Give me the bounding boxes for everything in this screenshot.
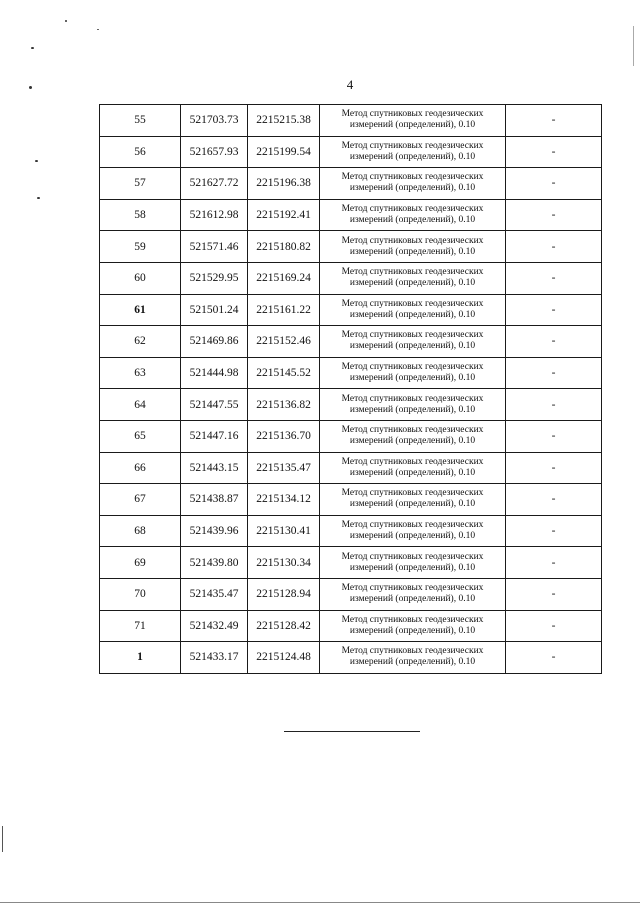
method-cell bbox=[320, 294, 506, 326]
method-line-1: Метод спутниковых геодезических bbox=[341, 425, 484, 436]
x-coordinate-cell: 521447.55 bbox=[181, 389, 248, 421]
y-coordinate-cell: 2215124.48 bbox=[248, 642, 320, 674]
method-cell bbox=[320, 199, 506, 231]
x-coordinate-cell: 521433.17 bbox=[181, 642, 248, 674]
table-row bbox=[100, 515, 602, 547]
y-coordinate-cell: 2215192.41 bbox=[248, 199, 320, 231]
dash-cell: - bbox=[506, 515, 602, 547]
table-row bbox=[100, 231, 602, 263]
table-row bbox=[100, 420, 602, 452]
point-number-cell: 60 bbox=[100, 262, 181, 294]
y-coordinate-cell: 2215136.82 bbox=[248, 389, 320, 421]
method-line-1: Метод спутниковых геодезических bbox=[341, 204, 484, 215]
method-line-1: Метод спутниковых геодезических bbox=[341, 551, 484, 562]
y-coordinate-cell: 2215161.22 bbox=[248, 294, 320, 326]
method-line-1: Метод спутниковых геодезических bbox=[341, 520, 484, 531]
dash-cell: - bbox=[506, 168, 602, 200]
point-number-cell: 70 bbox=[100, 578, 181, 610]
method-line-1: Метод спутниковых геодезических bbox=[341, 362, 484, 373]
point-number-cell: 56 bbox=[100, 136, 181, 168]
y-coordinate-cell: 2215128.94 bbox=[248, 578, 320, 610]
method-cell bbox=[320, 642, 506, 674]
method-cell bbox=[320, 136, 506, 168]
method-line-2: измерений (определений), 0.10 bbox=[349, 278, 476, 289]
x-coordinate-cell: 521469.86 bbox=[181, 326, 248, 358]
method-line-1: Метод спутниковых геодезических bbox=[341, 456, 484, 467]
dash-cell: - bbox=[506, 547, 602, 579]
x-coordinate-cell: 521529.95 bbox=[181, 262, 248, 294]
method-line-1: Метод спутниковых геодезических bbox=[341, 267, 484, 278]
x-coordinate-cell: 521432.49 bbox=[181, 610, 248, 642]
table-row bbox=[100, 294, 602, 326]
x-coordinate-cell: 521443.15 bbox=[181, 452, 248, 484]
method-line-1: Метод спутниковых геодезических bbox=[341, 235, 484, 246]
method-cell bbox=[320, 168, 506, 200]
x-coordinate-cell: 521447.16 bbox=[181, 420, 248, 452]
table-row bbox=[100, 136, 602, 168]
method-line-1: Метод спутниковых геодезических bbox=[341, 330, 484, 341]
method-line-2: измерений (определений), 0.10 bbox=[349, 309, 476, 320]
point-number-cell: 67 bbox=[100, 484, 181, 516]
y-coordinate-cell: 2215134.12 bbox=[248, 484, 320, 516]
y-coordinate-cell: 2215130.34 bbox=[248, 547, 320, 579]
method-cell bbox=[320, 357, 506, 389]
x-coordinate-cell: 521438.87 bbox=[181, 484, 248, 516]
method-cell bbox=[320, 578, 506, 610]
method-line-2: измерений (определений), 0.10 bbox=[349, 467, 476, 478]
table-row bbox=[100, 547, 602, 579]
point-number-cell: 59 bbox=[100, 231, 181, 263]
point-number-cell: 55 bbox=[100, 105, 181, 137]
method-line-2: измерений (определений), 0.10 bbox=[349, 531, 476, 542]
method-line-2: измерений (определений), 0.10 bbox=[349, 373, 476, 384]
y-coordinate-cell: 2215152.46 bbox=[248, 326, 320, 358]
table-row bbox=[100, 199, 602, 231]
y-coordinate-cell: 2215196.38 bbox=[248, 168, 320, 200]
method-line-1: Метод спутниковых геодезических bbox=[341, 646, 484, 657]
point-number-cell: 68 bbox=[100, 515, 181, 547]
table-row bbox=[100, 452, 602, 484]
method-line-2: измерений (определений), 0.10 bbox=[349, 499, 476, 510]
dash-cell: - bbox=[506, 389, 602, 421]
method-line-2: измерений (определений), 0.10 bbox=[349, 594, 476, 605]
method-cell bbox=[320, 484, 506, 516]
x-coordinate-cell: 521627.72 bbox=[181, 168, 248, 200]
point-number-cell: 69 bbox=[100, 547, 181, 579]
table-row bbox=[100, 578, 602, 610]
point-number-cell: 62 bbox=[100, 326, 181, 358]
table-row bbox=[100, 484, 602, 516]
scan-edge-mark bbox=[633, 26, 634, 66]
point-number-cell: 66 bbox=[100, 452, 181, 484]
method-line-1: Метод спутниковых геодезических bbox=[341, 488, 484, 499]
method-line-2: измерений (определений), 0.10 bbox=[349, 404, 476, 415]
dash-cell: - bbox=[506, 231, 602, 263]
table-row bbox=[100, 357, 602, 389]
y-coordinate-cell: 2215199.54 bbox=[248, 136, 320, 168]
point-number-cell: 63 bbox=[100, 357, 181, 389]
dash-cell: - bbox=[506, 610, 602, 642]
point-number-cell: 61 bbox=[100, 294, 181, 326]
method-cell bbox=[320, 105, 506, 137]
dash-cell: - bbox=[506, 578, 602, 610]
method-line-1: Метод спутниковых геодезических bbox=[341, 393, 484, 404]
method-cell bbox=[320, 547, 506, 579]
point-number-cell: 65 bbox=[100, 420, 181, 452]
point-number-cell: 71 bbox=[100, 610, 181, 642]
scan-speck bbox=[31, 47, 34, 49]
scan-speck bbox=[29, 86, 32, 89]
y-coordinate-cell: 2215169.24 bbox=[248, 262, 320, 294]
method-line-1: Метод спутниковых геодезических bbox=[341, 140, 484, 151]
x-coordinate-cell: 521439.80 bbox=[181, 547, 248, 579]
method-line-2: измерений (определений), 0.10 bbox=[349, 625, 476, 636]
method-line-2: измерений (определений), 0.10 bbox=[349, 657, 476, 668]
y-coordinate-cell: 2215215.38 bbox=[248, 105, 320, 137]
y-coordinate-cell: 2215180.82 bbox=[248, 231, 320, 263]
y-coordinate-cell: 2215145.52 bbox=[248, 357, 320, 389]
dash-cell: - bbox=[506, 136, 602, 168]
method-line-2: измерений (определений), 0.10 bbox=[349, 341, 476, 352]
scan-speck bbox=[35, 160, 38, 162]
x-coordinate-cell: 521444.98 bbox=[181, 357, 248, 389]
dash-cell: - bbox=[506, 199, 602, 231]
method-line-2: измерений (определений), 0.10 bbox=[349, 562, 476, 573]
scan-speck bbox=[37, 197, 40, 199]
y-coordinate-cell: 2215135.47 bbox=[248, 452, 320, 484]
method-cell bbox=[320, 262, 506, 294]
page-number: 4 bbox=[346, 77, 354, 92]
method-cell bbox=[320, 231, 506, 263]
scan-bottom-edge bbox=[0, 902, 640, 903]
method-line-2: измерений (определений), 0.10 bbox=[349, 215, 476, 226]
table-row bbox=[100, 326, 602, 358]
table-row bbox=[100, 168, 602, 200]
x-coordinate-cell: 521657.93 bbox=[181, 136, 248, 168]
y-coordinate-cell: 2215136.70 bbox=[248, 420, 320, 452]
method-line-2: измерений (определений), 0.10 bbox=[349, 436, 476, 447]
dash-cell: - bbox=[506, 484, 602, 516]
dash-cell: - bbox=[506, 294, 602, 326]
point-number-cell: 1 bbox=[100, 642, 181, 674]
method-line-1: Метод спутниковых геодезических bbox=[341, 109, 484, 120]
method-line-1: Метод спутниковых геодезических bbox=[341, 172, 484, 183]
scan-edge-mark bbox=[2, 826, 3, 852]
x-coordinate-cell: 521703.73 bbox=[181, 105, 248, 137]
dash-cell: - bbox=[506, 642, 602, 674]
x-coordinate-cell: 521435.47 bbox=[181, 578, 248, 610]
scan-speck bbox=[97, 29, 99, 30]
dash-cell: - bbox=[506, 420, 602, 452]
method-cell bbox=[320, 420, 506, 452]
x-coordinate-cell: 521439.96 bbox=[181, 515, 248, 547]
method-line-2: измерений (определений), 0.10 bbox=[349, 183, 476, 194]
dash-cell: - bbox=[506, 452, 602, 484]
point-number-cell: 58 bbox=[100, 199, 181, 231]
scan-speck bbox=[65, 20, 67, 22]
dash-cell: - bbox=[506, 326, 602, 358]
method-cell bbox=[320, 452, 506, 484]
method-cell bbox=[320, 326, 506, 358]
method-cell bbox=[320, 389, 506, 421]
method-line-2: измерений (определений), 0.10 bbox=[349, 120, 476, 131]
point-number-cell: 64 bbox=[100, 389, 181, 421]
dash-cell: - bbox=[506, 105, 602, 137]
method-cell bbox=[320, 610, 506, 642]
coordinates-table-body bbox=[100, 105, 602, 674]
table-row bbox=[100, 262, 602, 294]
method-line-1: Метод спутниковых геодезических bbox=[341, 614, 484, 625]
dash-cell: - bbox=[506, 357, 602, 389]
closing-rule bbox=[284, 731, 420, 732]
x-coordinate-cell: 521571.46 bbox=[181, 231, 248, 263]
coordinates-table bbox=[99, 104, 602, 674]
y-coordinate-cell: 2215130.41 bbox=[248, 515, 320, 547]
method-cell bbox=[320, 515, 506, 547]
table-row bbox=[100, 389, 602, 421]
table-row bbox=[100, 642, 602, 674]
method-line-2: измерений (определений), 0.10 bbox=[349, 151, 476, 162]
x-coordinate-cell: 521501.24 bbox=[181, 294, 248, 326]
method-line-1: Метод спутниковых геодезических bbox=[341, 298, 484, 309]
table-row bbox=[100, 105, 602, 137]
point-number-cell: 57 bbox=[100, 168, 181, 200]
method-line-2: измерений (определений), 0.10 bbox=[349, 246, 476, 257]
y-coordinate-cell: 2215128.42 bbox=[248, 610, 320, 642]
table-row bbox=[100, 610, 602, 642]
dash-cell: - bbox=[506, 262, 602, 294]
method-line-1: Метод спутниковых геодезических bbox=[341, 583, 484, 594]
x-coordinate-cell: 521612.98 bbox=[181, 199, 248, 231]
